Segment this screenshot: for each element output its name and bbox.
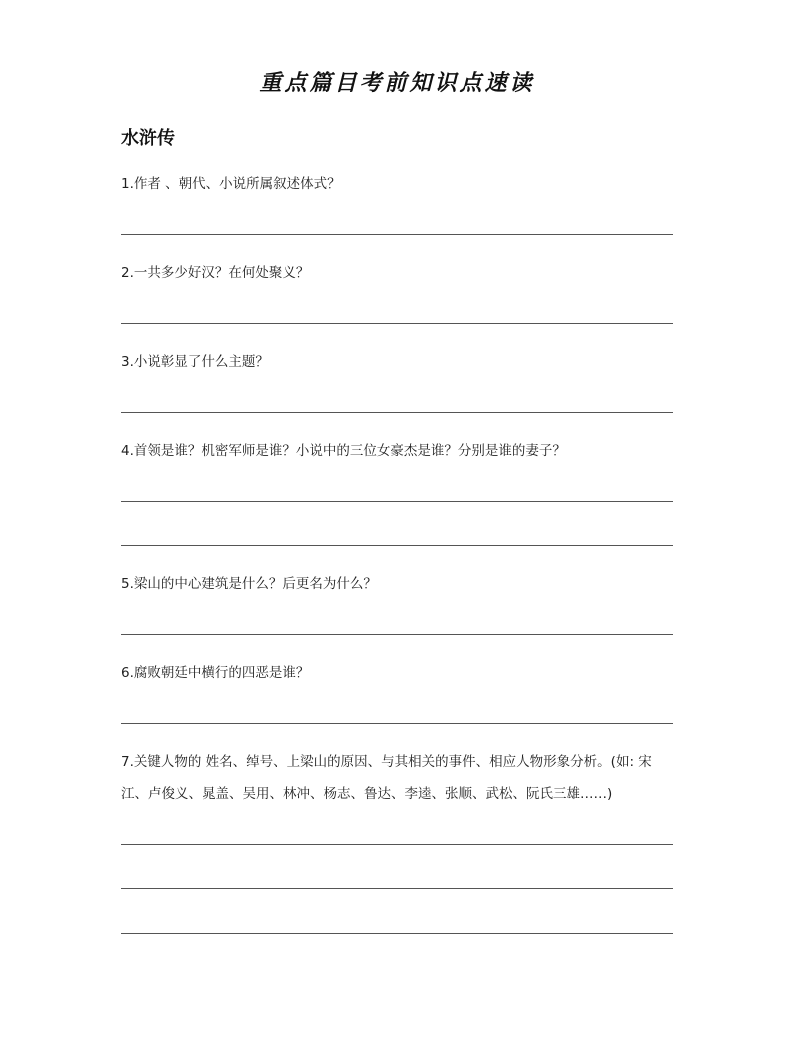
answer-line[interactable]: [121, 723, 673, 724]
answer-line[interactable]: [121, 545, 673, 546]
question-text: 小说彰显了什么主题？: [133, 354, 269, 370]
question-1: [121, 168, 677, 200]
page-title: 重点篇目考前知识点速读: [259, 70, 535, 96]
question-3: [121, 346, 677, 378]
question-number: 4.: [121, 443, 134, 459]
question-text: 作者 、朝代、小说所属叙述体式？: [133, 176, 341, 192]
question-7: [121, 746, 677, 810]
question-text: 梁山的中心建筑是什么？后更名为什么？: [133, 576, 377, 592]
question-5: [121, 568, 677, 600]
question-number: 3.: [121, 354, 134, 370]
question-text: 一共多少好汉？在何处聚义？: [133, 265, 310, 281]
question-number: 7.: [121, 754, 134, 770]
answer-line[interactable]: [121, 323, 673, 324]
question-4: [121, 435, 677, 467]
answer-line[interactable]: [121, 634, 673, 635]
question-text: 腐败朝廷中横行的四恶是谁？: [133, 665, 310, 681]
answer-line[interactable]: [121, 412, 673, 413]
answer-line[interactable]: [121, 933, 673, 934]
section-heading: 水浒传: [121, 128, 175, 149]
question-6: [121, 657, 677, 689]
question-number: 5.: [121, 576, 134, 592]
answer-line[interactable]: [121, 844, 673, 845]
question-2: [121, 257, 677, 289]
answer-line[interactable]: [121, 888, 673, 889]
answer-line[interactable]: [121, 234, 673, 235]
answer-line[interactable]: [121, 501, 673, 502]
question-number: 1.: [121, 176, 134, 192]
question-number: 2.: [121, 265, 134, 281]
question-number: 6.: [121, 665, 134, 681]
question-text: 首领是谁？机密军师是谁？小说中的三位女豪杰是谁？分别是谁的妻子？: [133, 443, 566, 459]
question-text: 关键人物的 姓名、绰号、上梁山的原因、与其相关的事件、相应人物形象分析。(如: 宋江、卢俊义、晁盖、吴用、林冲、杨志、鲁达、李逵、张顺、武松、阮氏三雄……): [121, 754, 652, 802]
